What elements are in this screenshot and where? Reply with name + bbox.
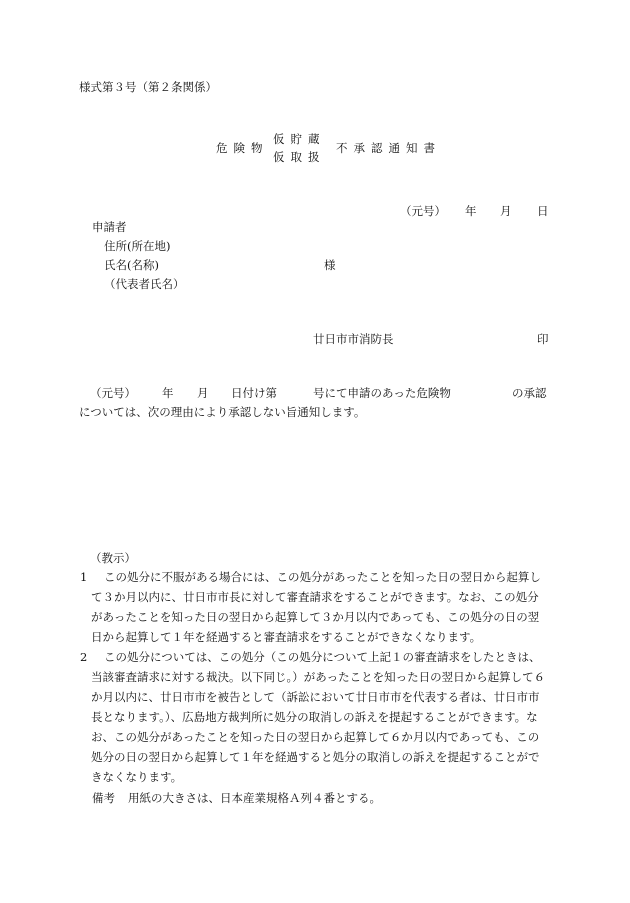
title-lower: 仮取扱 [273,150,326,164]
title-part2: 不承認通知書 [336,141,441,155]
notice-item-1-cont [91,587,539,647]
notice-item-2-line: か月以内に、廿日市市を被告として（訴訟において廿日市市を代表する者は、廿日市市 [91,690,540,704]
applicant-name: 氏名(名称) [104,258,159,272]
notice-item-2-line: きなくなります。 [91,770,183,784]
notice-item-2-line: 長となります。）、広島地方裁判所に処分の取消しの訴えを提起することができます。な [91,710,538,724]
title-part1: 危険物 [216,141,269,155]
date-month: 月 [500,204,512,218]
notice-item-1-line: 日から起算して１年を経過すると審査請求をすることができなくなります。 [91,630,482,644]
date-day: 日 [537,204,549,218]
remarks-text: 用紙の大きさは、日本産業規格Ａ列４番とする。 [128,791,381,805]
notice-item-1-text [104,567,541,587]
applicant-label: 申請者 [92,220,127,234]
notice-item-1-line: て３か月以内に、廿日市市長に対して審査請求をすることができます。なお、この処分 [91,590,539,604]
applicant-address: 住所(所在地) [104,239,171,253]
notice-item-2-cont [91,667,545,787]
body-era: （元号） [90,386,136,400]
body-dated: 日付け第 [231,386,277,400]
remarks-label: 備考 [92,791,115,805]
applicant-representative: （代表者氏名） [104,277,185,291]
notice-item-1-line: があったことを知った日の翌日から起算して３か月以内であっても、この処分の日の翌 [91,610,540,624]
notice-item-1-number: 1 [80,570,88,584]
title-upper: 仮貯蔵 [273,132,326,146]
form-number: 様式第３号（第２条関係） [79,80,217,94]
issuer-name: 廿日市市消防長 [313,332,394,346]
body-month: 月 [197,386,209,400]
date-era: （元号） [400,204,446,218]
applicant-honorific: 様 [324,258,336,272]
notice-heading: （教示） [90,551,136,565]
body-year: 年 [162,386,174,400]
notice-item-2-number: 2 [80,650,88,664]
notice-item-2-line: 処分の日の翌日から起算して１年を経過すると処分の取消しの訴えを提起することがで [91,750,540,764]
notice-item-1-line: この処分に不服がある場合には、この処分があったことを知った日の翌日から起算し [104,570,541,584]
body-approval: の承認 [512,386,547,400]
date-year: 年 [465,204,477,218]
notice-item-2-line: この処分については、この処分（この処分について上記１の審査請求をしたときは、 [104,650,541,664]
notice-item-2-line: 当該審査請求に対する裁決。以下同じ。）があったことを知った日の翌日から起算して６ [91,670,546,684]
issuer-seal: 印 [537,332,549,346]
notice-item-2-line: お、この処分があったことを知った日の翌日から起算して６か月以内であっても、この [91,730,540,744]
body-line2: については、次の理由により承認しない旨通知します。 [79,405,366,419]
body-ref: 号にて申請のあった危険物 [313,386,451,400]
notice-item-2-text [104,647,541,667]
